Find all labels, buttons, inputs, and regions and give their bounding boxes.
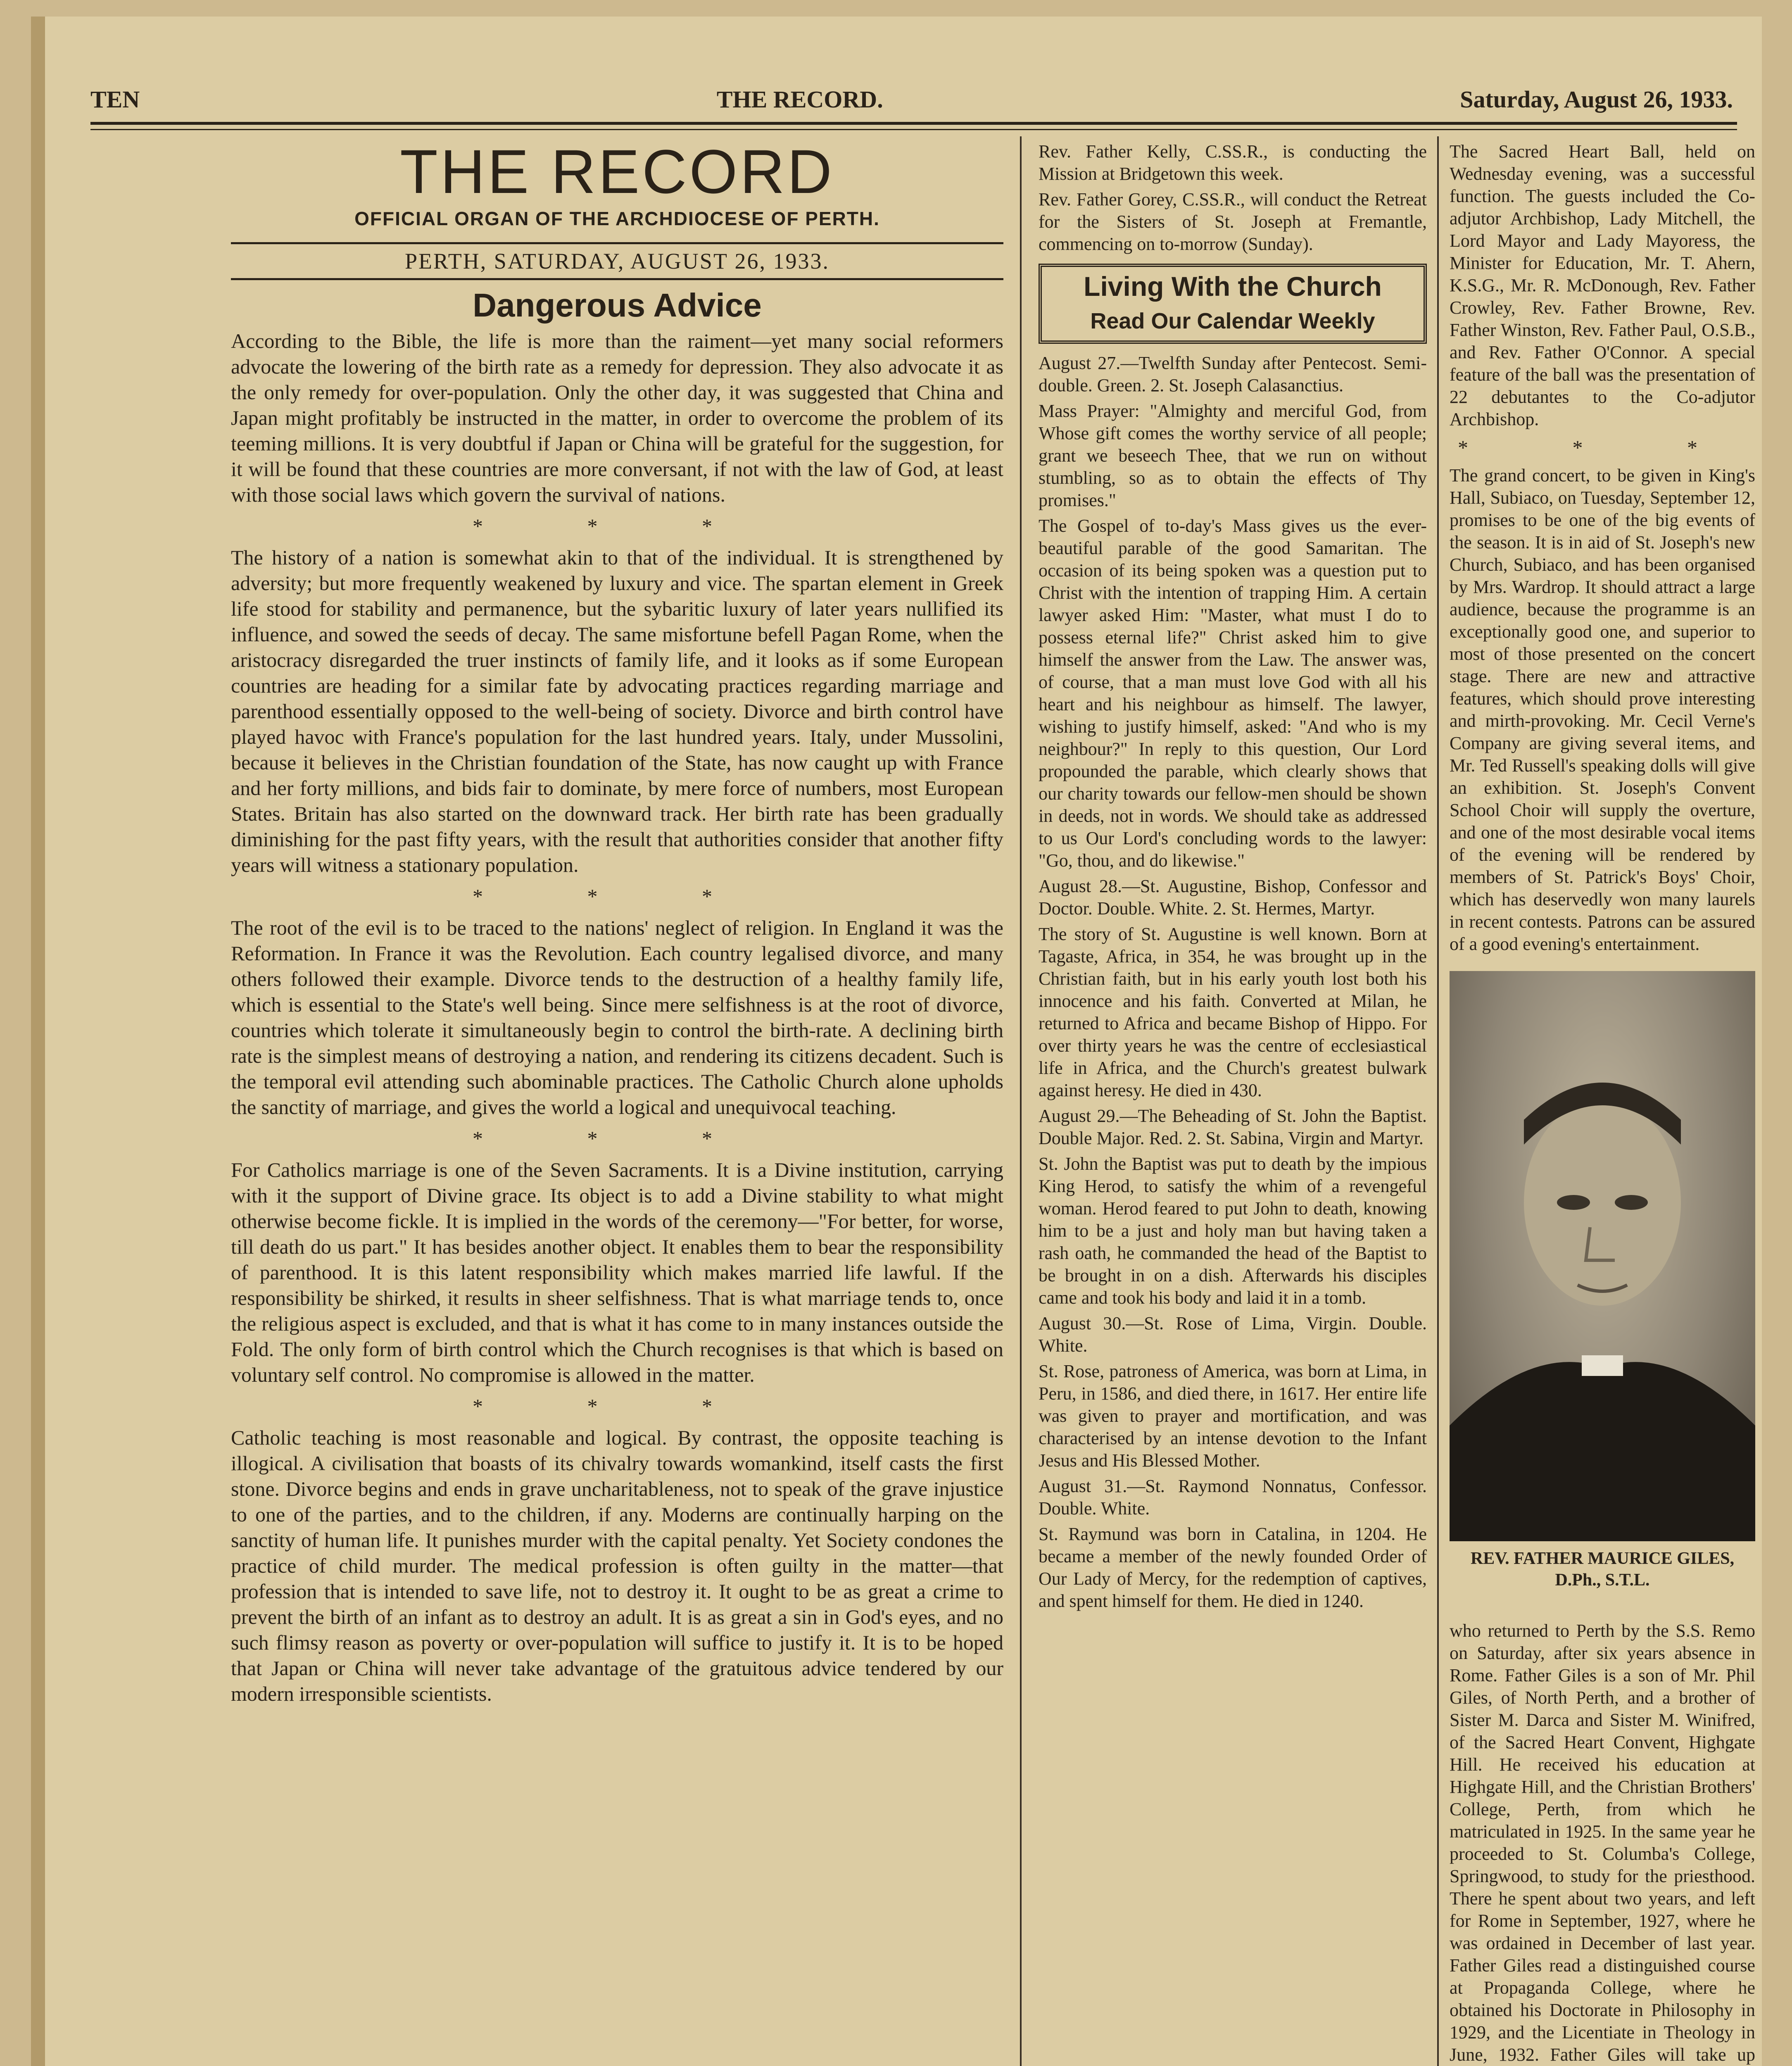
column-divider [1437,136,1439,2066]
news-item: The grand concert, to be given in King's Hall, Subiaco, on Tuesday, September 12, promises to be one of the big events of the season. It is in aid of St. Joseph's new Church, Subiaco, and has been organised by Mrs. Wardrop. It should attract a large audience, because the programme is an exceptionally good one, and superior to most of those presented on the concert stage. There are new and attractive features, which should prove interesting and mirth-provoking. Mr. Cecil Verne's Company are giving several items, and Mr. Ted Russell's speaking dolls will give an exhibition. St. Joseph's Convent School Choir will supply the overture, and one of the most desirable vocal items of the evening will be rendered by members of St. Patrick's Boys' Choir, which has deservedly won many laurels in recent contests. Patrons can be assured of a good evening's entertainment. [1450,465,1755,954]
section-stars: * * * [473,1127,762,1150]
calendar-entry: St. John the Baptist was put to death by the impious King Herod, to satisfy the whim of a revengeful woman. Herod feared to put John to death, knowing him to be a just and holy man but having taken a rash oath, he commanded the head of the Baptist to be brought in on a dish. Afterwards his disciples came and took his body and laid it in a tomb. [1039,1154,1427,1308]
portrait-photo [1450,971,1755,1541]
calendar-entry: August 30.—St. Rose of Lima, Virgin. Double. White. [1039,1313,1427,1356]
right-column-bottom [1450,1620,1755,2066]
calendar-entry: St. Raymund was born in Catalina, in 1204. He became a member of the newly founded Order of Our Lady of Mercy, for the redemption of captives, and spent himself for them. He died in 1240. [1039,1524,1427,1611]
editorial-paragraph: For Catholics marriage is one of the Seven Sacraments. It is a Divine institution, carrying with it the support of Divine grace. Its object is to add a Divine stability to what might otherwise become fickle. It is implied in the words of the ceremony—"For better, for worse, till death do us part." It has besides another object. It enables them to bear the responsibility of parenthood. It is this latent responsibility which makes married life lawful. If the responsibility be shirked, it results in sheer selfishness. That is what marriage tends to, once the religious aspect is excluded, and that is what it has come to in many instances outside the Fold. The only form of birth control which the Church recognises is that which is based on voluntary self control. No compromise is allowed in the matter. [231,1158,1003,1386]
section-stars: * * * [473,514,762,538]
editorial-headline: Dangerous Advice [473,287,762,324]
calendar-entry: August 28.—St. Augustine, Bishop, Confessor and Doctor. Double. White. 2. St. Hermes, Martyr. [1039,876,1427,919]
calendar-entry: August 29.—The Beheading of St. John the Baptist. Double Major. Red. 2. St. Sabina, Virgin and Martyr. [1039,1106,1427,1148]
issue-date: Saturday, August 26, 1933. [1460,86,1733,113]
calendar-entry: The Gospel of to-day's Mass gives us the ever-beautiful parable of the good Samaritan. The occasion of its being spoken was a question put to Christ with the intention of trapping Him. A certain lawyer asked Him: "Master, what must I do to possess eternal life?" Christ asked him to give himself the answer from the Law. The answer was, of course, that a man must love God with all his heart and his neighbour as himself. The lawyer, wishing to justify himself, asked: "And who is my neighbour?" In reply to this question, Our Lord propounded the parable, which clearly shows that our charity towards our fellow-men should be shown in deeds, not in words. We should take as addressed to us Our Lord's concluding words to the lawyer: "Go, thou, and do likewise." [1039,516,1427,871]
dateline: PERTH, SATURDAY, AUGUST 26, 1933. [231,242,1003,280]
calendar-entry: St. Rose, patroness of America, was born at Lima, in Peru, in 1586, and died there, in 1617. Her entire life was given to prayer and mortification, and was characterised by an intense devotion to the Infant Jesus and His Blessed Mother. [1039,1361,1427,1471]
paper-name: THE RECORD. [716,86,883,113]
right-column-top [1450,140,1755,967]
section-stars: * * * [473,1395,762,1418]
news-item: The Sacred Heart Ball, held on Wednesday evening, was a successful function. The guests included the Co-adjutor Archbishop, Lady Mitchell, the Lord Mayor and Lady Mayoress, the Minister for Education, Mr. T. Ahern, K.S.G., Mr. R. McDonough, Rev. Father Crowley, Rev. Father Browne, Rev. Father Winston, Rev. Father Paul, O.S.B., and Rev. Father O'Connor. A special feature of the ball was the presentation of 22 debutantes to the Co-adjutor Archbishop. [1450,141,1755,429]
news-item: who returned to Perth by the S.S. Remo on Saturday, after six years absence in Rome. Father Giles is a son of Mr. Phil Giles, of North Perth, and a brother of Sister M. Darca and Sister M. Winifred, of the Sacred Heart Convent, Highgate Hill. He received his education at Highgate Hill, and the Christian Brothers' College, Perth, from which he matriculated in 1925. In the same year he proceeded to St. Columba's College, Springwood, to study for the priesthood. There he spent about two years, and left for Rome in September, 1927, where he was ordained in December of last year. Father Giles read a distinguished course at Propaganda College, where he obtained his Doctorate in Philosophy in 1929, and the Licentiate in Theology in June, 1932. Father Giles will take up [1450,1621,1755,2065]
priest-portrait-image [1450,971,1755,1541]
editorial-paragraph: The history of a nation is somewhat akin to that of the individual. It is strengthened by adversity; but more frequently weakened by luxury and vice. The spartan element in Greek life stood for stability and permanence, but the sybaritic luxury of later years nullified its influence, and sowed the seeds of decay. The same misfortune befell Pagan Rome, when the aristocracy disregarded the truer instincts of family life, and it looks as if some European countries are heading for a similar fate by advocating practices regarding marriage and parenthood essentially opposed to the well-being of society. Divorce and birth control have played havoc with France's population for the last hundred years. Italy, under Mussolini, because it believes in the Christian foundation of the State, has now caught up with France and her forty millions, and bids fair to dominate, by mere force of numbers, most European States. Britain has also started on the downward track. Her birth rate has been gradually diminishing for the past fifty years, with the result that authorities consider that another fifty years will witness a stationary population. [231,546,1003,876]
calendar-entry: August 31.—St. Raymond Nonnatus, Confessor. Double. White. [1039,1476,1427,1519]
section-stars: * * * [1458,436,1747,459]
editorial-paragraph: According to the Bible, the life is more than the raiment—yet many social reformers advocate the lowering of the birth rate as a remedy for depression. They also advocate it as the only remedy for over-population. Only the other day, it was suggested that China and Japan might profitably be instructed in the matter, in order to overcome the problem of its teeming millions. It is very doubtful if Japan or China will be grateful for the suggestion, for it will be found that these countries are more conversant, if not with the law of God, at least with those social laws which govern the survival of nations. [231,329,1003,506]
editorial-paragraph: The root of the evil is to be traced to the nations' neglect of religion. In England it was the Reformation. In France it was the Revolution. Each country legalised divorce, and many others followed their example. Divorce tends to the destruction of a healthy family life, which is essential to the State's well being. Since mere selfishness is at the root of divorce, countries which tolerate it simultaneously begin to control the birth-rate. A declining birth rate is the simplest means of destroying a nation, and rendering its citizens decadent. Such is the temporal evil attending such abominable practices. The Catholic Church alone upholds the sanctity of marriage, and gives the world a logical and unequivocal teaching. [231,916,1003,1119]
portrait-block [1450,971,1755,1616]
box-subtitle: Read Our Calendar Weekly [1090,309,1375,333]
calendar-entry: The story of St. Augustine is well known. Born at Tagaste, Africa, in 354, he was brought up in the Christian faith, but in his early youth lost both his innocence and his faith. Converted at Milan, he returned to Africa and became Bishop of Hippo. For over thirty years he was the centre of ecclesiastical life in Africa, and the Church's greatest bulwark against heresy. He died in 430. [1039,924,1427,1100]
news-item: Rev. Father Gorey, C.SS.R., will conduct the Retreat for the Sisters of St. Joseph at Fremantle, commencing on to-morrow (Sunday). [1039,189,1427,254]
header-rule-thin [90,129,1737,130]
calendar-entry: August 27.—Twelfth Sunday after Pentecost. Semi-double. Green. 2. St. Joseph Calasanctius. [1039,353,1427,395]
newspaper-page [31,17,1762,2066]
running-header [90,79,1733,120]
editorial-paragraph: Catholic teaching is most reasonable and logical. By contrast, the opposite teaching is illogical. A civilisation that boasts of its chivalry towards womankind, itself casts the first stone. Divorce begins and ends in grave uncharitableness, not to speak of the grave injustice to one of the parties, and to the children, if any. Moderns are continually harping on the sanctity of human life. It punishes murder with the capital penalty. Yet Society condones the practice of child murder. The medical profession is often guilty in the matter—that profession that is intended to save life, not to destroy it. It ought to be as great a crime to prevent the birth of an infant as to destroy an adult. It is as great a sin in God's eyes, and no such flimsy reason as poverty or over-population will suffice to justify it. It is to be hoped that Japan or China will never take advantage of the gratuitous advice tendered by our modern irresponsible scientists. [231,1426,1003,1705]
news-item: Rev. Father Kelly, C.SS.R., is conducting the Mission at Bridgetown this week. [1039,141,1427,184]
portrait-caption: REV. FATHER MAURICE GILES, D.Ph., S.T.L. [1470,1549,1735,1590]
masthead-title: THE RECORD [400,140,834,206]
masthead-subtitle: OFFICIAL ORGAN OF THE ARCHDIOCESE OF PERTH. [354,208,880,229]
page-number: TEN [90,86,140,113]
church-calendar-box [1039,264,1427,344]
header-rule [90,122,1737,125]
box-title: Living With the Church [1084,271,1382,302]
section-stars: * * * [473,885,762,908]
calendar-entry: Mass Prayer: "Almighty and merciful God, from Whose gift comes the worthy service of all people; grant we beseech Thee, that we run on without stumbling, so as to obtain the effects of Thy promises." [1039,401,1427,510]
editorial-column [231,140,1003,2066]
column-divider [1020,136,1022,2066]
calendar-column [1039,140,1427,2066]
